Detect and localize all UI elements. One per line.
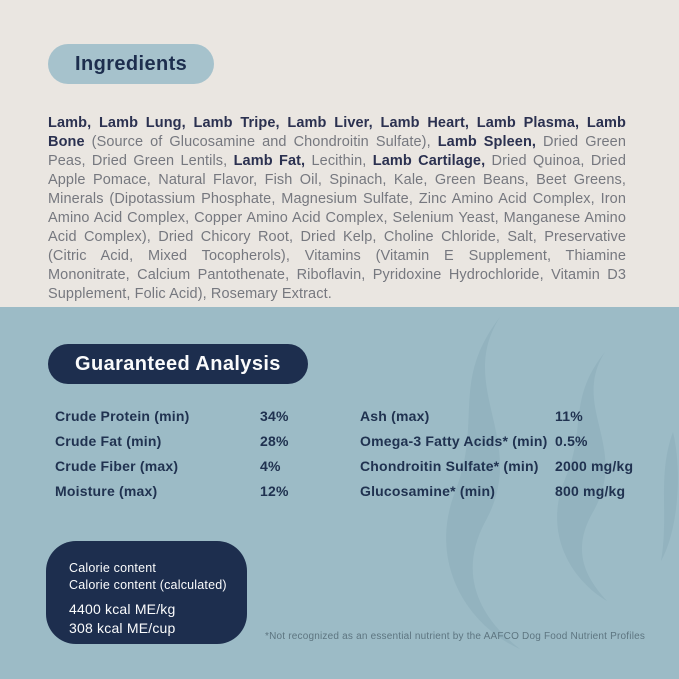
ingredients-header-pill bbox=[48, 44, 214, 84]
guaranteed-analysis-title: Guaranteed Analysis bbox=[75, 352, 281, 375]
analysis-row bbox=[55, 478, 355, 503]
nutrient-value: 2000 mg/kg bbox=[555, 457, 634, 474]
analysis-row bbox=[360, 478, 650, 503]
calorie-content-box bbox=[46, 541, 247, 644]
aafco-footnote: *Not recognized as an essential nutrient by the AAFCO Dog Food Nutrient Profiles bbox=[265, 631, 646, 642]
analysis-row bbox=[360, 453, 650, 478]
calorie-label-calculated: Calorie content (calculated) bbox=[69, 578, 227, 592]
analysis-column-left bbox=[55, 403, 355, 503]
analysis-column-right bbox=[360, 403, 650, 503]
nutrient-label: Crude Fiber (max) bbox=[55, 457, 179, 474]
nutrient-label: Ash (max) bbox=[360, 407, 430, 424]
nutrient-value: 12% bbox=[260, 482, 289, 499]
guaranteed-analysis-section bbox=[0, 307, 679, 679]
nutrient-value: 28% bbox=[260, 432, 289, 449]
analysis-row bbox=[360, 403, 650, 428]
nutrient-value: 800 mg/kg bbox=[555, 482, 626, 499]
nutrient-label: Glucosamine* (min) bbox=[360, 482, 496, 499]
calorie-values bbox=[69, 600, 237, 638]
nutrient-value: 34% bbox=[260, 407, 289, 424]
ingredients-list: Lamb, Lamb Lung, Lamb Tripe, Lamb Liver, Lamb Heart, Lamb Plasma, Lamb Bone (Source of Glucosamine and Chondroitin Sulfate), Lamb Spleen, Dried Green Peas, Dried Green Lentils, Lamb Fat, Lecithin, Lamb Cartilage, Dried Quinoa, Dried Apple Pomace, Natural Flavor, Fish Oil, Spinach, Kale, Green Beans, Beet Greens, Minerals (Dipotassium Phosphate, Magnesium Sulfate, Zinc Amino Acid Complex, Iron Amino Acid Complex, Copper Amino Acid Complex, Selenium Yeast, Manganese Amino Acid Complex), Dried Chicory Root, Dried Kelp, Choline Chloride, Salt, Preservative (Citric Acid, Mixed Tocopherols), Vitamins (Vitamin E Supplement, Thiamine Mononitrate, Calcium Pantothenate, Riboflavin, Pyridoxine Hydrochloride, Vitamin D3 Supplement, Folic Acid), Rosemary Extract. bbox=[48, 114, 626, 302]
analysis-row bbox=[55, 453, 355, 478]
ingredients-section bbox=[0, 0, 679, 307]
nutrient-label: Crude Protein (min) bbox=[55, 407, 190, 424]
analysis-row bbox=[55, 403, 355, 428]
ingredients-title: Ingredients bbox=[75, 52, 188, 75]
calorie-value-cup: 308 kcal ME/cup bbox=[69, 620, 176, 636]
nutrient-label: Crude Fat (min) bbox=[55, 432, 162, 449]
calorie-value-kg: 4400 kcal ME/kg bbox=[69, 601, 176, 617]
nutrient-value: 11% bbox=[555, 407, 583, 424]
nutrient-label: Chondroitin Sulfate* (min) bbox=[360, 457, 539, 474]
nutrient-value: 4% bbox=[260, 457, 281, 474]
nutrient-label: Moisture (max) bbox=[55, 482, 158, 499]
calorie-label: Calorie content bbox=[69, 561, 157, 575]
analysis-row bbox=[55, 428, 355, 453]
analysis-row bbox=[360, 428, 650, 453]
nutrient-value: 0.5% bbox=[555, 432, 588, 449]
guaranteed-analysis-header-pill bbox=[48, 344, 308, 384]
nutrient-label: Omega-3 Fatty Acids* (min) bbox=[360, 432, 548, 449]
